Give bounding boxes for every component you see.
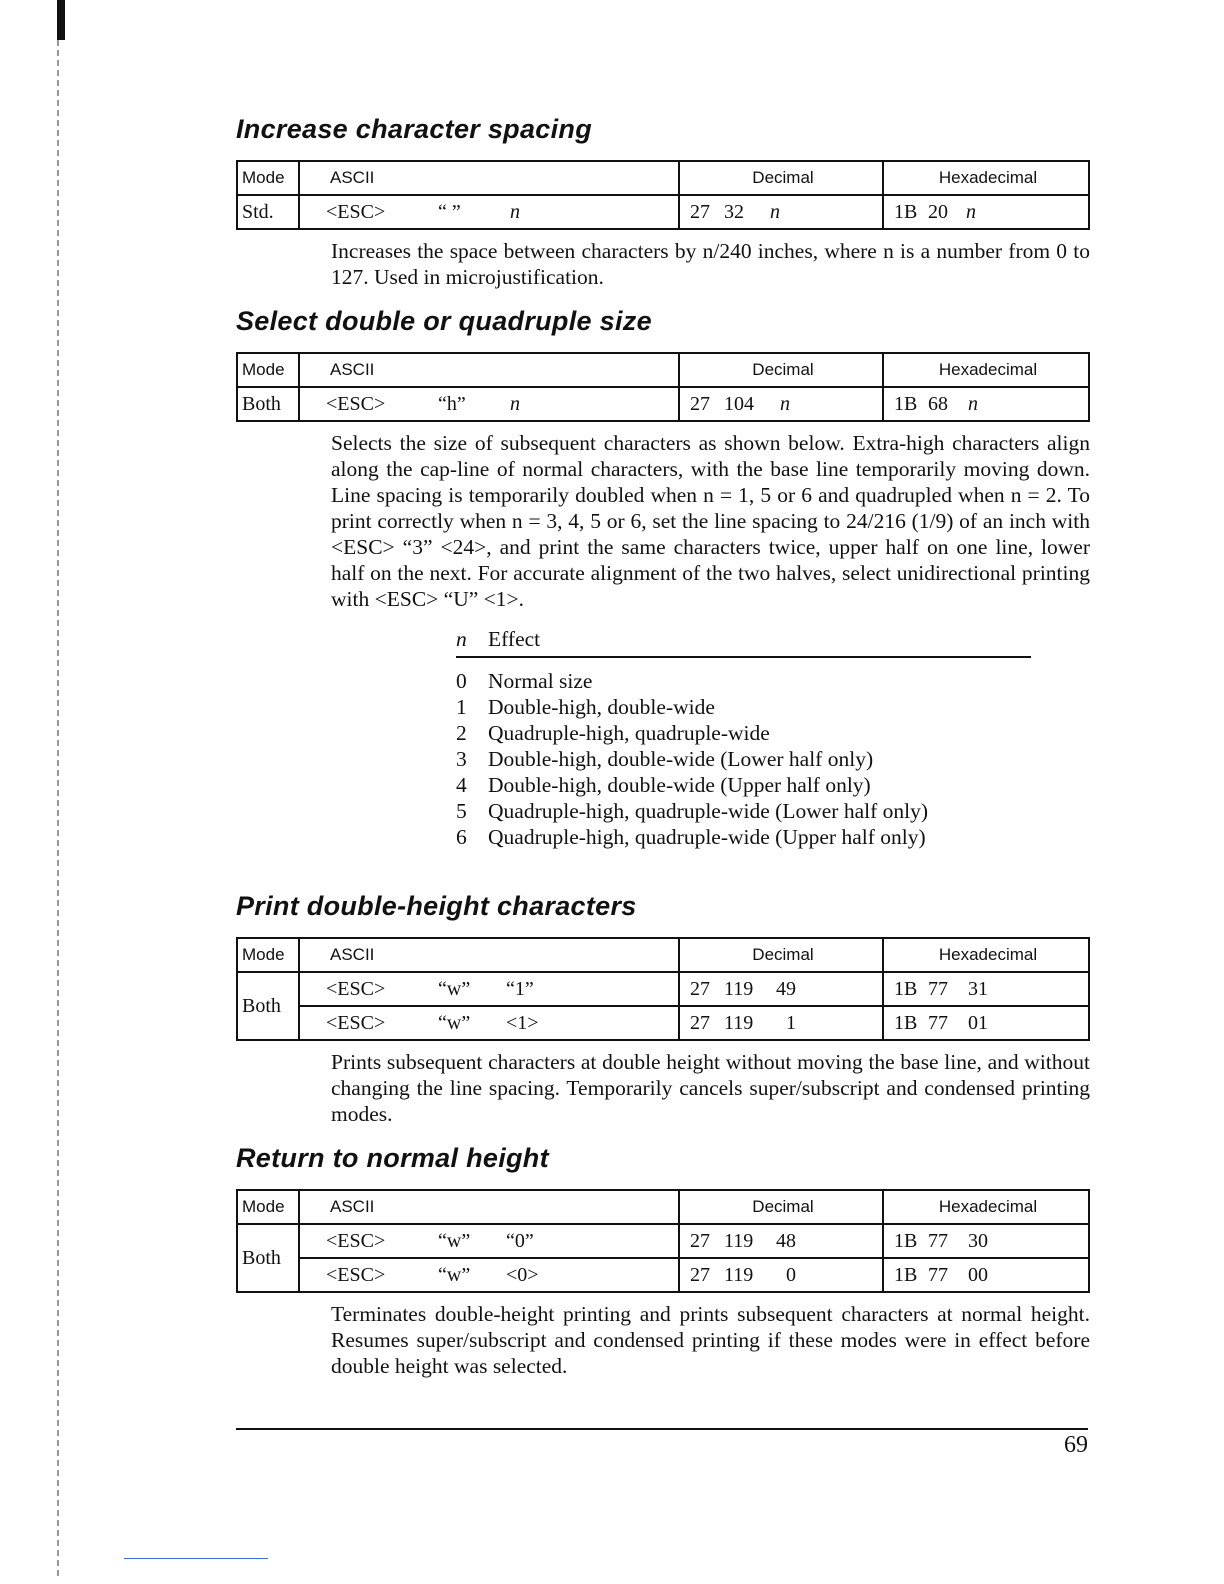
table-row xyxy=(237,1258,1089,1292)
header-hexadecimal: Hexadecimal xyxy=(883,938,1089,972)
effect-table xyxy=(456,626,1031,850)
table-row xyxy=(237,195,1089,229)
command-table xyxy=(236,937,1090,1041)
bottom-underline-mark xyxy=(124,1558,268,1559)
hexadecimal-cell: 1B 20 n xyxy=(883,195,1089,229)
effect-row: 2 Quadruple-high, quadruple-wide xyxy=(456,721,770,745)
decimal-cell: 27 119 48 xyxy=(679,1224,883,1258)
binding-edge-line xyxy=(57,40,59,1580)
effect-row: 6 Quadruple-high, quadruple-wide (Upper half only) xyxy=(456,825,926,849)
header-hexadecimal: Hexadecimal xyxy=(883,161,1089,195)
header-hexadecimal: Hexadecimal xyxy=(883,353,1089,387)
table-header-row xyxy=(237,1190,1089,1224)
header-decimal: Decimal xyxy=(679,1190,883,1224)
header-mode: Mode xyxy=(237,1190,299,1224)
effect-header-n: n xyxy=(456,627,467,651)
effect-header-effect: Effect xyxy=(488,627,541,651)
effect-row: 4 Double-high, double-wide (Upper half only) xyxy=(456,773,871,797)
section-title: Select double or quadruple size xyxy=(236,306,652,336)
effect-row: 1 Double-high, double-wide xyxy=(456,695,715,719)
section-title: Print double-height characters xyxy=(236,891,637,921)
mode-cell: Std. xyxy=(237,195,299,229)
decimal-cell: 27 119 0 xyxy=(679,1258,883,1292)
header-mode: Mode xyxy=(237,161,299,195)
hexadecimal-cell: 1B 77 01 xyxy=(883,1006,1089,1040)
header-mode: Mode xyxy=(237,938,299,972)
hexadecimal-cell: 1B 77 30 xyxy=(883,1224,1089,1258)
page-number: 69 xyxy=(1064,1432,1088,1458)
section-description: Selects the size of subsequent characters as shown below. Extra-high characters align along the cap-line of normal characters, with the base line temporarily moving down. Line spacing is temporarily doubled when n = 1, 5 or 6 and quadrupled when n = 2. To print correctly when n = 3, 4, 5 or 6, set the line spacing to 24/216 (1/9) of an inch with <ESC> “3” <24>, and print the same characters twice, upper half on one line, lower half on the next. For accurate alignment of the two halves, select unidirectional printing with <ESC> “U” <1>. xyxy=(331,431,1090,611)
effect-row: 0 Normal size xyxy=(456,669,593,693)
header-ascii: ASCII xyxy=(299,161,679,195)
hexadecimal-cell: 1B 77 00 xyxy=(883,1258,1089,1292)
effect-table-header xyxy=(456,626,1031,658)
decimal-cell: 27 104 n xyxy=(679,387,883,421)
section-increase-character-spacing xyxy=(236,113,1090,290)
header-mode: Mode xyxy=(237,353,299,387)
effect-row: 3 Double-high, double-wide (Lower half only) xyxy=(456,747,874,771)
ascii-cell: <ESC> “w” “1” xyxy=(299,972,679,1006)
header-ascii: ASCII xyxy=(299,1190,679,1224)
effect-row: 5 Quadruple-high, quadruple-wide (Lower half only) xyxy=(456,799,929,823)
header-ascii: ASCII xyxy=(299,938,679,972)
ascii-cell: <ESC> “w” <0> xyxy=(299,1258,679,1292)
table-row xyxy=(237,972,1089,1006)
command-table xyxy=(236,160,1090,230)
section-print-double-height-characters xyxy=(236,890,1090,1127)
header-ascii: ASCII xyxy=(299,353,679,387)
section-description: Prints subsequent characters at double height without moving the base line, and without changing the line spacing. Temporarily cancels super/subscript and condensed printing modes. xyxy=(331,1050,1090,1126)
command-table xyxy=(236,352,1090,422)
section-description: Terminates double-height printing and prints subsequent characters at normal height. Resumes super/subscript and condensed printing if these modes were in effect before double height was selected. xyxy=(331,1302,1090,1378)
decimal-cell: 27 119 1 xyxy=(679,1006,883,1040)
section-title: Return to normal height xyxy=(236,1143,549,1173)
footer-rule xyxy=(236,1428,1088,1430)
table-row xyxy=(237,387,1089,421)
decimal-cell: 27 119 49 xyxy=(679,972,883,1006)
mode-cell: Both xyxy=(237,972,299,1040)
header-hexadecimal: Hexadecimal xyxy=(883,1190,1089,1224)
table-header-row xyxy=(237,938,1089,972)
ascii-cell: <ESC> “ ” n xyxy=(299,195,679,229)
ascii-cell: <ESC> “w” “0” xyxy=(299,1224,679,1258)
hexadecimal-cell: 1B 77 31 xyxy=(883,972,1089,1006)
header-decimal: Decimal xyxy=(679,353,883,387)
section-title: Increase character spacing xyxy=(236,114,592,144)
section-description: Increases the space between characters by n/240 inches, where n is a number from 0 to 127. Used in microjustification. xyxy=(331,239,1090,289)
header-decimal: Decimal xyxy=(679,161,883,195)
mode-cell: Both xyxy=(237,387,299,421)
table-row xyxy=(237,1006,1089,1040)
mode-cell: Both xyxy=(237,1224,299,1292)
section-return-to-normal-height xyxy=(236,1142,1090,1379)
table-header-row xyxy=(237,353,1089,387)
header-decimal: Decimal xyxy=(679,938,883,972)
table-row xyxy=(237,1224,1089,1258)
table-header-row xyxy=(237,161,1089,195)
section-select-double-or-quadruple-size xyxy=(236,305,1090,850)
ascii-cell: <ESC> “h” n xyxy=(299,387,679,421)
binding-edge-mark xyxy=(57,0,65,40)
hexadecimal-cell: 1B 68 n xyxy=(883,387,1089,421)
command-table xyxy=(236,1189,1090,1293)
ascii-cell: <ESC> “w” <1> xyxy=(299,1006,679,1040)
decimal-cell: 27 32 n xyxy=(679,195,883,229)
